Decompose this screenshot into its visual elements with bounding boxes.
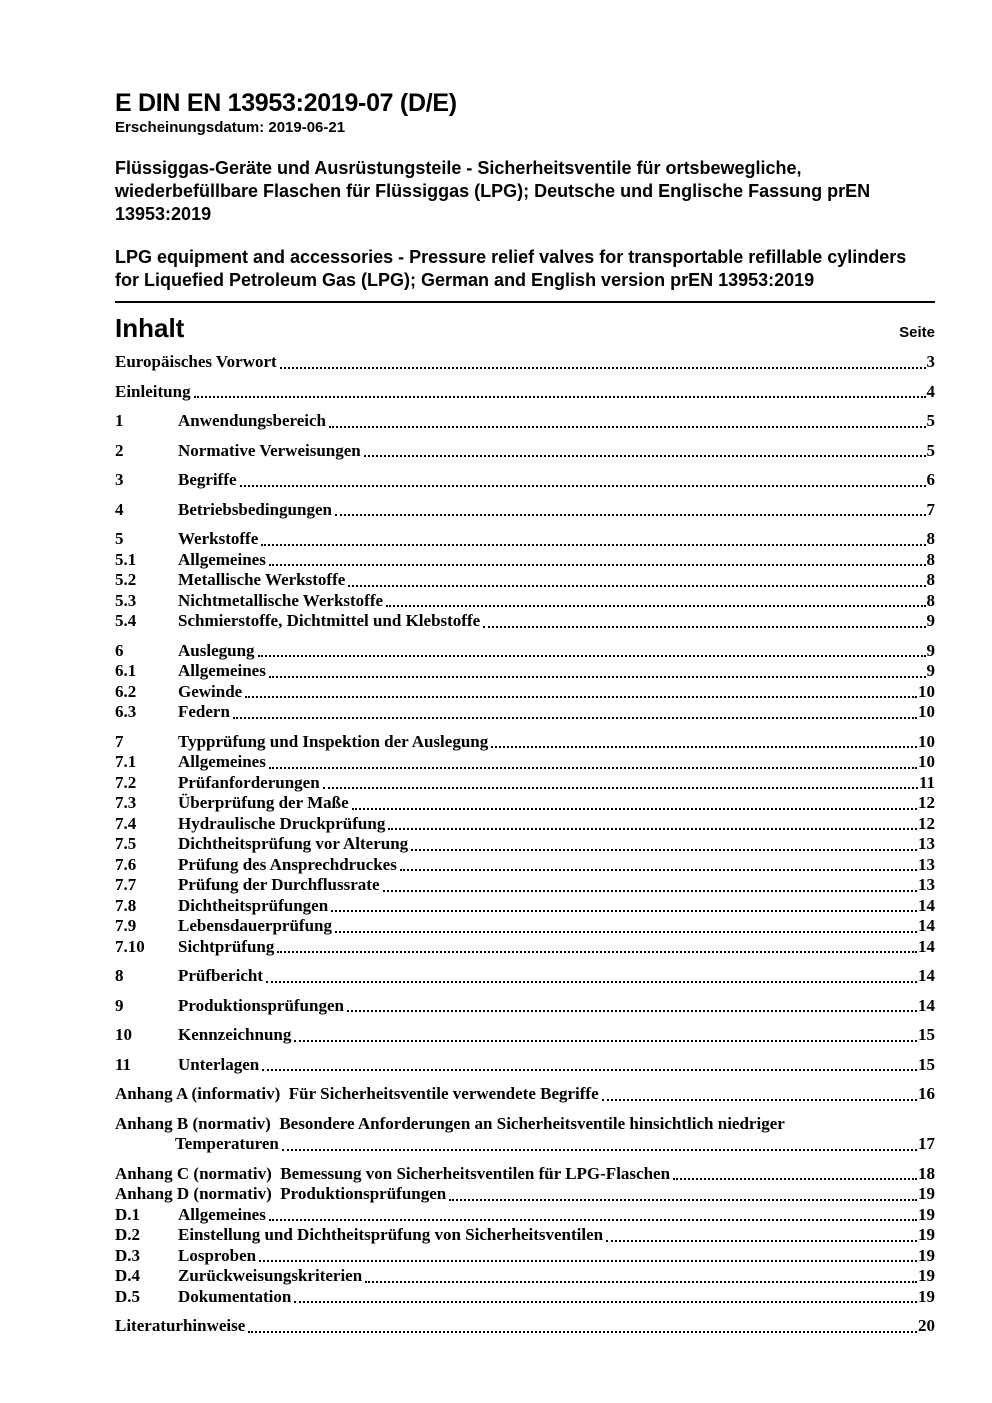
- toc-entry-page: 14: [918, 895, 935, 915]
- toc-entry-number: 9: [115, 995, 124, 1015]
- toc-entry-number: 7.10: [115, 936, 145, 956]
- dot-leader: [294, 1301, 917, 1303]
- toc-entry-title: Auslegung: [178, 640, 255, 660]
- toc-entry-number: 7.3: [115, 793, 137, 812]
- toc-entry-title: Anhang D (normativ) Produktionsprüfungen: [115, 1184, 447, 1203]
- dot-leader: [282, 1149, 917, 1151]
- dot-leader: [388, 828, 917, 830]
- toc-entry-title: Betriebsbedingungen: [178, 499, 332, 519]
- toc-entry-title: Federn: [178, 702, 230, 721]
- toc-row: [115, 834, 935, 855]
- dot-leader: [335, 931, 917, 933]
- dot-leader: [364, 455, 926, 457]
- toc-entry-page: 14: [918, 995, 935, 1015]
- toc-row-line: [115, 732, 935, 753]
- toc-row-line: [115, 570, 935, 591]
- toc-entry-page: 19: [918, 1266, 935, 1285]
- toc-entry-number: D.4: [115, 1266, 141, 1285]
- toc-entry-page: 10: [918, 681, 935, 701]
- toc-entry-title: Prüfbericht: [178, 966, 263, 985]
- toc-row-line: [115, 1266, 935, 1287]
- toc-row: [115, 814, 935, 835]
- toc-row-line: [115, 937, 935, 958]
- toc-entry-title: Einleitung: [115, 381, 191, 401]
- toc-row-line: [115, 352, 935, 373]
- toc-row-line: [115, 875, 935, 896]
- toc-entry-title: Unterlagen: [178, 1054, 260, 1074]
- dot-leader: [280, 367, 926, 369]
- toc-entry-title: Allgemeines: [178, 752, 266, 771]
- toc-row: [115, 996, 935, 1017]
- toc-row-line: [115, 611, 935, 632]
- toc-entry-title: Allgemeines: [178, 549, 266, 569]
- toc-row: [115, 1205, 935, 1226]
- toc-entry-page: 8: [926, 570, 935, 589]
- toc-row: [115, 702, 935, 723]
- toc-entry-page: 13: [918, 854, 935, 874]
- toc-row: [115, 1084, 935, 1105]
- toc-row-line: [115, 752, 935, 773]
- toc-entry-title: Nichtmetallische Werkstoffe: [178, 590, 384, 610]
- toc-entry-number: D.1: [115, 1204, 141, 1224]
- doc-number: E DIN EN 13953:2019-07 (D/E): [115, 89, 457, 117]
- toc-entry-page: 18: [918, 1163, 935, 1183]
- toc-entry-number: 5.1: [115, 549, 137, 569]
- toc-entry-title: Europäisches Vorwort: [115, 352, 277, 371]
- toc-row: [115, 966, 935, 987]
- toc-entry-title: Lebensdauerprüfung: [178, 916, 332, 935]
- toc-row-line: [115, 1084, 935, 1105]
- toc-entry-page: 14: [918, 936, 935, 956]
- toc-entry-number: 10: [115, 1025, 132, 1044]
- toc-entry-number: 7.8: [115, 895, 137, 915]
- toc-entry-page: 10: [918, 752, 935, 771]
- toc-entry-page: 8: [926, 590, 935, 610]
- toc-entry-number: 6.3: [115, 702, 137, 721]
- toc-entry-number: 7.1: [115, 752, 137, 771]
- toc-entry-title: Dokumentation: [178, 1286, 292, 1306]
- toc-row: [115, 1114, 935, 1155]
- toc-row-line: [115, 682, 935, 703]
- toc-entry-page: 19: [918, 1184, 935, 1203]
- toc-entry-page: 9: [926, 661, 935, 680]
- toc-row: [115, 441, 935, 462]
- toc-row-line: [115, 702, 935, 723]
- toc-entry-title: Produktionsprüfungen: [178, 995, 344, 1015]
- divider-rule: [115, 301, 935, 303]
- toc-entry-title: Anhang C (normativ) Bemessung von Sicherheitsventilen für LPG-Flaschen: [115, 1163, 671, 1183]
- dot-leader: [673, 1178, 917, 1180]
- toc-row: [115, 937, 935, 958]
- toc-row: [115, 1025, 935, 1046]
- toc-entry-title: Metallische Werkstoffe: [178, 570, 346, 589]
- toc-entry-title: Werkstoffe: [178, 529, 259, 548]
- dot-leader: [491, 746, 917, 748]
- toc-page-column-label: Seite: [899, 324, 935, 341]
- toc-entry-number: 7: [115, 731, 124, 751]
- toc-row: [115, 411, 935, 432]
- toc-entry-page: 10: [918, 731, 935, 751]
- toc-entry-number: 7.4: [115, 813, 137, 833]
- table-of-contents: [115, 352, 935, 1337]
- dot-leader: [248, 1331, 917, 1333]
- toc-row: [115, 732, 935, 753]
- toc-row: [115, 382, 935, 403]
- toc-entry-page: 19: [918, 1204, 935, 1224]
- toc-entry-number: 11: [115, 1054, 132, 1074]
- toc-entry-title: Zurückweisungskriterien: [178, 1266, 363, 1285]
- toc-row: [115, 550, 935, 571]
- dot-leader: [261, 544, 925, 546]
- toc-entry-page: 12: [918, 793, 935, 812]
- toc-entry-page: 3: [926, 352, 935, 371]
- toc-row-line: [115, 470, 935, 491]
- toc-entry-title: Sichtprüfung: [178, 936, 275, 956]
- toc-row-first-line: Anhang B (normativ) Besondere Anforderungen an Sicherheitsventile hinsichtlich niedriger: [115, 1113, 785, 1133]
- toc-entry-number: 8: [115, 966, 124, 985]
- dot-leader: [348, 585, 925, 587]
- dot-leader: [449, 1199, 917, 1201]
- toc-entry-page: 14: [918, 916, 935, 935]
- dot-leader: [269, 767, 917, 769]
- toc-row: [115, 1225, 935, 1246]
- toc-entry-title: Prüfung der Durchflussrate: [178, 875, 380, 894]
- dot-leader: [602, 1099, 917, 1101]
- toc-row-line: [115, 996, 935, 1017]
- toc-row-line: [115, 1225, 935, 1246]
- toc-row-line: [115, 1184, 935, 1205]
- toc-row: [115, 591, 935, 612]
- toc-entry-page: 10: [918, 702, 935, 721]
- toc-entry-page: 20: [918, 1316, 935, 1335]
- toc-entry-number: 7.2: [115, 772, 137, 792]
- toc-row: [115, 1164, 935, 1185]
- toc-entry-number: 5: [115, 529, 124, 548]
- toc-row: [115, 641, 935, 662]
- toc-entry-page: 19: [918, 1245, 935, 1265]
- toc-entry-number: 6: [115, 640, 124, 660]
- toc-entry-title: Gewinde: [178, 681, 243, 701]
- toc-entry-number: 5.4: [115, 611, 137, 630]
- toc-row: [115, 752, 935, 773]
- dot-leader: [606, 1240, 917, 1242]
- toc-entry-page: 14: [918, 966, 935, 985]
- toc-entry-title: Allgemeines: [178, 661, 266, 680]
- toc-row-line: [115, 814, 935, 835]
- dot-leader: [245, 696, 917, 698]
- dot-leader: [269, 564, 926, 566]
- toc-row: [115, 896, 935, 917]
- dot-leader: [383, 890, 918, 892]
- toc-entry-number: D.3: [115, 1245, 141, 1265]
- toc-row-line: [115, 1055, 935, 1076]
- toc-entry-page: 15: [918, 1025, 935, 1044]
- toc-entry-number: 7.6: [115, 854, 137, 874]
- toc-entry-number: 3: [115, 470, 124, 489]
- toc-row-line: [115, 773, 935, 794]
- toc-row-line: [115, 441, 935, 462]
- toc-entry-title: Begriffe: [178, 470, 237, 489]
- dot-leader: [411, 849, 917, 851]
- toc-entry-page: 19: [918, 1286, 935, 1306]
- toc-row-line: [115, 500, 935, 521]
- toc-entry-page: 4: [926, 381, 935, 401]
- toc-row-line: [115, 834, 935, 855]
- toc-entry-number: 7.7: [115, 875, 137, 894]
- toc-row-line: [115, 1316, 935, 1337]
- dot-leader: [400, 869, 917, 871]
- dot-leader: [269, 676, 926, 678]
- toc-row-line: [115, 966, 935, 987]
- toc-row-line: [115, 1205, 935, 1226]
- dot-leader: [483, 626, 925, 628]
- toc-row: [115, 570, 935, 591]
- toc-row: [115, 793, 935, 814]
- toc-row: [115, 352, 935, 373]
- toc-row: [115, 661, 935, 682]
- toc-entry-number: D.5: [115, 1286, 141, 1306]
- toc-heading: Inhalt: [115, 313, 185, 343]
- toc-row-line: [115, 591, 935, 612]
- toc-entry-page: 8: [926, 549, 935, 569]
- dot-leader: [335, 514, 926, 516]
- toc-entry-number: 7.5: [115, 834, 137, 853]
- toc-entry-title: Temperaturen: [175, 1134, 279, 1153]
- toc-row-line: [115, 793, 935, 814]
- toc-row: [115, 1055, 935, 1076]
- toc-entry-page: 7: [926, 499, 935, 519]
- toc-entry-page: 9: [926, 640, 935, 660]
- dot-leader: [331, 910, 917, 912]
- toc-entry-title: Prüfung des Ansprechdruckes: [178, 854, 397, 874]
- toc-entry-number: 5.3: [115, 590, 137, 610]
- toc-entry-page: 17: [918, 1134, 935, 1153]
- toc-entry-title: Kennzeichnung: [178, 1025, 292, 1044]
- dot-leader: [233, 717, 917, 719]
- toc-row: [115, 529, 935, 550]
- dot-leader: [240, 485, 926, 487]
- title-english: LPG equipment and accessories - Pressure relief valves for transportable refillable cylinders for Liquefied Petroleum Gas (LPG); German and English version prEN 13953:2019: [115, 247, 907, 290]
- toc-entry-title: Normative Verweisungen: [178, 440, 361, 460]
- toc-entry-title: Anhang A (informativ) Für Sicherheitsventile verwendete Begriffe: [115, 1084, 599, 1103]
- toc-entry-page: 16: [918, 1084, 935, 1103]
- toc-entry-number: 7.9: [115, 916, 137, 935]
- dot-leader: [352, 808, 917, 810]
- toc-entry-page: 12: [918, 813, 935, 833]
- toc-entry-page: 5: [926, 411, 935, 430]
- toc-entry-title: Dichtheitsprüfung vor Alterung: [178, 834, 409, 853]
- dot-leader: [386, 605, 925, 607]
- dot-leader: [262, 1069, 917, 1071]
- toc-row: [115, 1316, 935, 1337]
- title-german: Flüssiggas-Geräte und Ausrüstungsteile - Sicherheitsventile für ortsbewegliche, wiederbefüllbare Flaschen für Flüssiggas (LPG); Deutsche und Englische Fassung prEN 13953:2019: [115, 158, 871, 224]
- toc-row: [115, 1246, 935, 1267]
- toc-entry-title: Typprüfung und Inspektion der Auslegung: [178, 731, 489, 751]
- toc-row: [115, 916, 935, 937]
- toc-row-line: [115, 1025, 935, 1046]
- toc-row-line: [115, 896, 935, 917]
- toc-entry-title: Schmierstoffe, Dichtmittel und Klebstoffe: [178, 611, 481, 630]
- toc-row: [115, 773, 935, 794]
- toc-entry-page: 9: [926, 611, 935, 630]
- toc-row-line: [115, 1164, 935, 1185]
- toc-row-line: [115, 529, 935, 550]
- toc-row-line: [115, 550, 935, 571]
- toc-entry-page: 5: [926, 440, 935, 460]
- toc-entry-number: 1: [115, 411, 124, 430]
- toc-entry-number: D.2: [115, 1225, 141, 1244]
- toc-entry-number: 6.1: [115, 661, 137, 680]
- toc-entry-page: 15: [918, 1054, 935, 1074]
- toc-entry-number: 5.2: [115, 570, 137, 589]
- toc-row: [115, 1287, 935, 1308]
- toc-entry-page: 8: [926, 529, 935, 548]
- toc-entry-page: 6: [926, 470, 935, 489]
- toc-entry-title: Literaturhinweise: [115, 1316, 246, 1335]
- toc-entry-number: 6.2: [115, 681, 137, 701]
- toc-row: [115, 682, 935, 703]
- toc-row: [115, 470, 935, 491]
- toc-entry-title: Allgemeines: [178, 1204, 266, 1224]
- toc-row: [115, 875, 935, 896]
- toc-entry-title: Anwendungsbereich: [178, 411, 326, 430]
- toc-row-line: [115, 641, 935, 662]
- toc-entry-page: 13: [918, 834, 935, 853]
- toc-entry-page: 19: [918, 1225, 935, 1244]
- toc-row-line: [115, 1246, 935, 1267]
- toc-row: [115, 1266, 935, 1287]
- toc-entry-title: Dichtheitsprüfungen: [178, 895, 329, 915]
- toc-row-line: [115, 382, 935, 403]
- toc-row-line: [115, 855, 935, 876]
- dot-leader: [347, 1010, 917, 1012]
- toc-row-line: [115, 1287, 935, 1308]
- toc-row: [115, 500, 935, 521]
- toc-row-line: [115, 916, 935, 937]
- toc-entry-page: 13: [918, 875, 935, 894]
- dot-leader: [329, 426, 926, 428]
- dot-leader: [323, 787, 918, 789]
- toc-row-line: [115, 411, 935, 432]
- toc-entry-title: Überprüfung der Maße: [178, 793, 349, 812]
- dot-leader: [259, 1260, 917, 1262]
- dot-leader: [365, 1281, 917, 1283]
- toc-entry-number: 2: [115, 440, 124, 460]
- toc-entry-title: Prüfanforderungen: [178, 772, 320, 792]
- toc-row: [115, 855, 935, 876]
- dot-leader: [266, 981, 917, 983]
- dot-leader: [294, 1040, 917, 1042]
- dot-leader: [194, 396, 926, 398]
- toc-row-line: [115, 661, 935, 682]
- publication-date: Erscheinungsdatum: 2019-06-21: [115, 119, 346, 136]
- toc-entry-title: Hydraulische Druckprüfung: [178, 813, 386, 833]
- dot-leader: [277, 951, 917, 953]
- toc-entry-number: 4: [115, 499, 124, 519]
- dot-leader: [258, 655, 926, 657]
- toc-entry-page: 11: [918, 772, 935, 792]
- toc-row: [115, 1184, 935, 1205]
- dot-leader: [269, 1219, 917, 1221]
- toc-entry-title: Einstellung und Dichtheitsprüfung von Sicherheitsventilen: [178, 1225, 604, 1244]
- toc-row-line: [115, 1134, 935, 1155]
- toc-header: [115, 313, 935, 343]
- toc-entry-title: Losproben: [178, 1245, 257, 1265]
- toc-row: [115, 611, 935, 632]
